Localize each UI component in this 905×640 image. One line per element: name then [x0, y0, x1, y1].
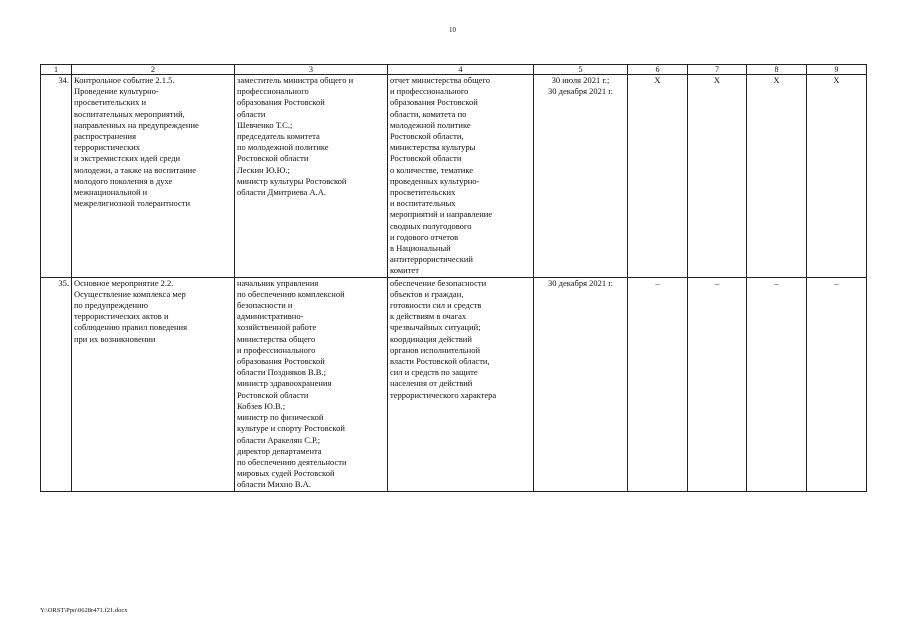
cell-col6: –	[628, 277, 688, 491]
row-number: 34.	[41, 75, 72, 278]
implementation-date: 30 декабря 2021 г.	[534, 277, 628, 491]
cell-col9: –	[807, 277, 867, 491]
table-row	[41, 75, 867, 278]
responsible-person: начальник управления по обеспечению комплексной безопасности и административно- хозяйственной работе министерства общего и профессионального образования Ростовской области Поздняков В.В.; министр здравоохранения Ростовской области Кобзев Ю.В.; министр по физической культуре и спорту Ростовской области Аракелян С.Р.; директор департамента по обеспечению деятельности мировых судей Ростовской области Михно В.А.	[235, 277, 388, 491]
implementation-date: 30 июля 2021 г.; 30 декабря 2021 г.	[534, 75, 628, 278]
responsible-person: заместитель министра общего и профессионального образования Ростовской области Шевченко Т.С.; председатель комитета по молодежной политике Ростовской области Лескин Ю.Ю.; министр культуры Ростовской области Дмитриева А.А.	[235, 75, 388, 278]
document-file-path: Y:\ORST\Ppo\0628r471.f21.docx	[40, 607, 128, 614]
cell-col7: –	[688, 277, 747, 491]
expected-result: обеспечение безопасности объектов и граждан, готовности сил и средств к действиям в очагах чрезвычайных ситуаций; координация действий органов исполнительной власти Ростовской области, сил и средств по защите населения от действий террористического характера	[388, 277, 534, 491]
column-header: 6	[628, 65, 688, 75]
cell-col8: X	[747, 75, 807, 278]
page-number: 10	[449, 26, 456, 34]
column-header: 8	[747, 65, 807, 75]
column-header: 9	[807, 65, 867, 75]
expected-result: отчет министерства общего и профессионального образования Ростовской области, комитета по молодежной политике Ростовской области, министерства культуры Ростовской области о количестве, тематике проведенных культурно- просветительских и воспитательных мероприятий и направление сводных полугодового и годового отчетов в Национальный антитеррористический комитет	[388, 75, 534, 278]
row-number: 35.	[41, 277, 72, 491]
column-header: 4	[388, 65, 534, 75]
plan-table	[40, 64, 867, 492]
table-header-row	[41, 65, 867, 75]
column-header: 5	[534, 65, 628, 75]
column-header: 2	[72, 65, 235, 75]
cell-col9: X	[807, 75, 867, 278]
column-header: 3	[235, 65, 388, 75]
event-name: Контрольное событие 2.1.5. Проведение культурно- просветительских и воспитательных мероприятий, направленных на предупреждение распространения террористических и экстремистских идей среди молодежи, а также на воспитание молодого поколения в духе межнациональной и межрелигиозной толерантности	[72, 75, 235, 278]
cell-col6: X	[628, 75, 688, 278]
column-header: 7	[688, 65, 747, 75]
column-header: 1	[41, 65, 72, 75]
event-name: Основное мероприятие 2.2. Осуществление комплекса мер по предупреждению террористических актов и соблюдению правил поведения при их возникновении	[72, 277, 235, 491]
cell-col7: X	[688, 75, 747, 278]
cell-col8: –	[747, 277, 807, 491]
table-row	[41, 277, 867, 491]
